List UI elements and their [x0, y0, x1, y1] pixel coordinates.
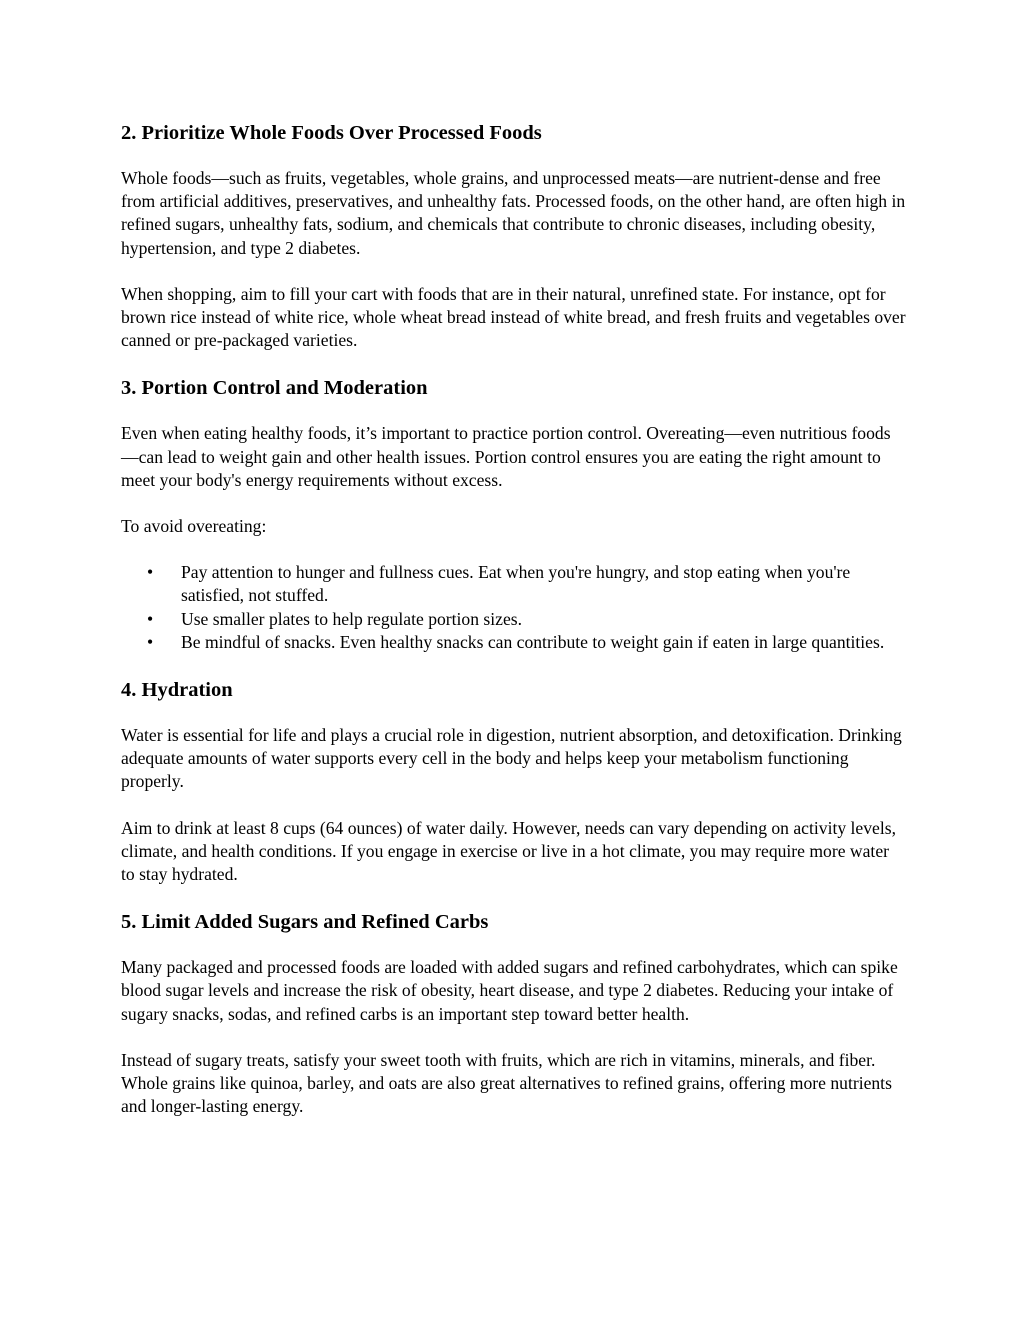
bullet-icon: •: [147, 562, 154, 583]
paragraph: Whole foods—such as fruits, vegetables, whole grains, and unprocessed meats—are nutrient-dense and free from artificial additives, preservatives, and unhealthy fats. Processed foods, on the other hand, are often high in refined sugars, unhealthy fats, sodium, and chemicals that contribute to chronic diseases, including obesity, hypertension, and type 2 diabetes.: [121, 168, 906, 258]
list-item: [121, 608, 906, 631]
paragraph: Aim to drink at least 8 cups (64 ounces) of water daily. However, needs can vary depending on activity levels, climate, and health conditions. If you engage in exercise or live in a hot climate, you may require more water to stay hydrated.: [121, 817, 896, 885]
section-portion-control: [121, 375, 906, 654]
list-item-text: Be mindful of snacks. Even healthy snacks can contribute to weight gain if eaten in large quantities.: [181, 631, 885, 652]
paragraph: Instead of sugary treats, satisfy your sweet tooth with fruits, which are rich in vitamins, minerals, and fiber. Whole grains like quinoa, barley, and oats are also great alternatives to refined grains, offering more nutrients and longer-lasting energy.: [121, 1049, 892, 1117]
bullet-icon: •: [147, 608, 154, 629]
section-heading: 5. Limit Added Sugars and Refined Carbs: [121, 911, 489, 934]
section-limit-sugars: [121, 909, 906, 1118]
paragraph: When shopping, aim to fill your cart with foods that are in their natural, unrefined state. For instance, opt for brown rice instead of white rice, whole wheat bread instead of white bread, and fresh fruits and vegetables over canned or pre-packaged varieties.: [121, 283, 906, 351]
list-item-text: Use smaller plates to help regulate portion sizes.: [181, 608, 523, 629]
bullet-list: [121, 561, 906, 654]
paragraph: Even when eating healthy foods, it’s important to practice portion control. Overeating—even nutritious foods—can lead to weight gain and other health issues. Portion control ensures you are eating the right amount to meet your body's energy requirements without excess.: [121, 423, 891, 490]
section-heading: 4. Hydration: [121, 679, 233, 702]
section-heading: 2. Prioritize Whole Foods Over Processed Foods: [121, 122, 542, 144]
section-hydration: [121, 677, 906, 886]
bullet-icon: •: [147, 631, 154, 652]
section-heading: 3. Portion Control and Moderation: [121, 377, 428, 400]
paragraph: Water is essential for life and plays a crucial role in digestion, nutrient absorption, and detoxification. Drinking adequate amounts of water supports every cell in the body and helps keep your metabolism functioning properly.: [121, 725, 902, 792]
list-item: [121, 561, 906, 607]
section-whole-foods: [121, 120, 906, 352]
paragraph: To avoid overeating:: [121, 516, 267, 537]
paragraph: Many packaged and processed foods are loaded with added sugars and refined carbohydrates, which can spike blood sugar levels and increase the risk of obesity, heart disease, and type 2 diabetes. Reducing your intake of sugary snacks, sodas, and refined carbs is an important step toward better health.: [121, 957, 898, 1024]
list-item: [121, 631, 906, 654]
document-page: [121, 120, 906, 1141]
list-item-text: Pay attention to hunger and fullness cues. Eat when you're hungry, and stop eating when you're satisfied, not stuffed.: [181, 562, 851, 606]
